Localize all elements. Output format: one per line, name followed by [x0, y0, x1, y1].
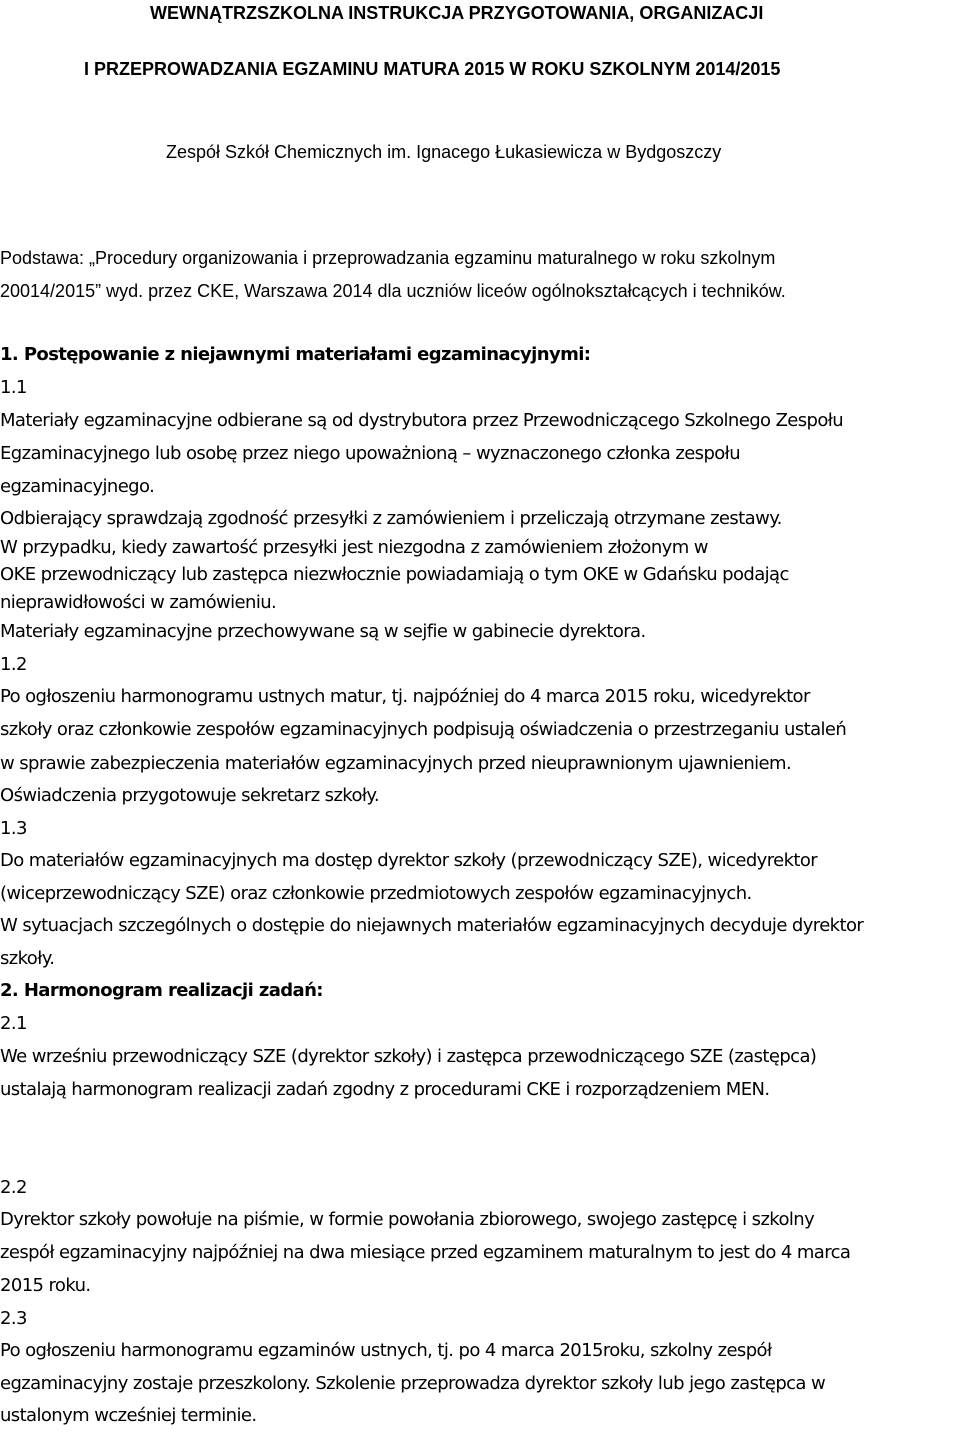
section-2-1-line: ustalają harmonogram realizacji zadań zgodny z procedurami CKE i rozporządzeniem MEN.: [0, 1079, 770, 1100]
section-2-1-number: 2.1: [0, 1013, 27, 1034]
section-1-1-line: nieprawidłowości w zamówieniu.: [0, 592, 277, 613]
section-1-1-number: 1.1: [0, 377, 27, 398]
section-2-3-line: ustalonym wcześniej terminie.: [0, 1405, 257, 1426]
school-name: Zespół Szkół Chemicznych im. Ignacego Łukasiewicza w Bydgoszczy: [166, 142, 722, 162]
section-1-1-line: Materiały egzaminacyjne przechowywane są w sejfie w gabinecie dyrektora.: [0, 621, 646, 642]
document-title-line-2: I PRZEPROWADZANIA EGZAMINU MATURA 2015 W ROKU SZKOLNYM 2014/2015: [84, 59, 781, 79]
basis-line-1: Podstawa: „Procedury organizowania i przeprowadzania egzaminu maturalnego w roku szkolnym: [0, 248, 776, 268]
section-2-heading: 2. Harmonogram realizacji zadań:: [0, 980, 323, 1001]
section-2-2-line: zespół egzaminacyjny najpóźniej na dwa miesiące przed egzaminem maturalnym to jest do 4 marca: [0, 1242, 851, 1263]
section-1-3-line: (wiceprzewodniczący SZE) oraz członkowie przedmiotowych zespołów egzaminacyjnych.: [0, 883, 752, 904]
section-1-2-line: w sprawie zabezpieczenia materiałów egzaminacyjnych przed nieuprawnionym ujawnieniem.: [0, 753, 792, 774]
basis-line-2: 20014/2015” wyd. przez CKE, Warszawa 2014 dla uczniów liceów ogólnokształcących i techników.: [0, 281, 786, 301]
section-1-1-line: Materiały egzaminacyjne odbierane są od dystrybutora przez Przewodniczącego Szkolnego Zespołu: [0, 410, 844, 431]
section-1-1-line: Egzaminacyjnego lub osobę przez niego upoważnioną – wyznaczonego członka zespołu: [0, 443, 741, 464]
section-2-2-line: 2015 roku.: [0, 1275, 91, 1296]
section-2-2-line: Dyrektor szkoły powołuje na piśmie, w formie powołania zbiorowego, swojego zastępcę i szkolny: [0, 1209, 815, 1230]
section-2-3-line: egzaminacyjny zostaje przeszkolony. Szkolenie przeprowadza dyrektor szkoły lub jego zastępca w: [0, 1373, 826, 1394]
section-1-1-line: W przypadku, kiedy zawartość przesyłki jest niezgodna z zamówieniem złożonym w: [0, 537, 708, 558]
section-1-3-line: W sytuacjach szczególnych o dostępie do niejawnych materiałów egzaminacyjnych decyduje dyrektor: [0, 915, 864, 936]
section-1-1-line: Odbierający sprawdzają zgodność przesyłki z zamówieniem i przeliczają otrzymane zestawy.: [0, 508, 782, 529]
section-2-1-line: We wrześniu przewodniczący SZE (dyrektor szkoły) i zastępca przewodniczącego SZE (zastępca): [0, 1046, 817, 1067]
section-1-2-line: szkoły oraz członkowie zespołów egzaminacyjnych podpisują oświadczenia o przestrzeganiu ustaleń: [0, 719, 847, 740]
section-1-heading: 1. Postępowanie z niejawnymi materiałami egzaminacyjnymi:: [0, 344, 591, 365]
section-1-2-line: Po ogłoszeniu harmonogramu ustnych matur, tj. najpóźniej do 4 marca 2015 roku, wicedyrektor: [0, 686, 810, 707]
section-1-1-line: egzaminacyjnego.: [0, 476, 155, 497]
section-1-2-line: Oświadczenia przygotowuje sekretarz szkoły.: [0, 785, 380, 806]
section-2-3-number: 2.3: [0, 1308, 27, 1329]
section-2-2-number: 2.2: [0, 1177, 27, 1198]
section-1-3-line: Do materiałów egzaminacyjnych ma dostęp dyrektor szkoły (przewodniczący SZE), wicedyrektor: [0, 850, 818, 871]
document-title-line-1: WEWNĄTRZSZKOLNA INSTRUKCJA PRZYGOTOWANIA, ORGANIZACJI: [150, 3, 764, 23]
section-1-3-number: 1.3: [0, 818, 27, 839]
section-1-1-line: OKE przewodniczący lub zastępca niezwłocznie powiadamiają o tym OKE w Gdańsku podając: [0, 564, 789, 585]
section-2-3-line: Po ogłoszeniu harmonogramu egzaminów ustnych, tj. po 4 marca 2015roku, szkolny zespół: [0, 1340, 772, 1361]
section-1-3-line: szkoły.: [0, 948, 55, 969]
section-1-2-number: 1.2: [0, 654, 27, 675]
